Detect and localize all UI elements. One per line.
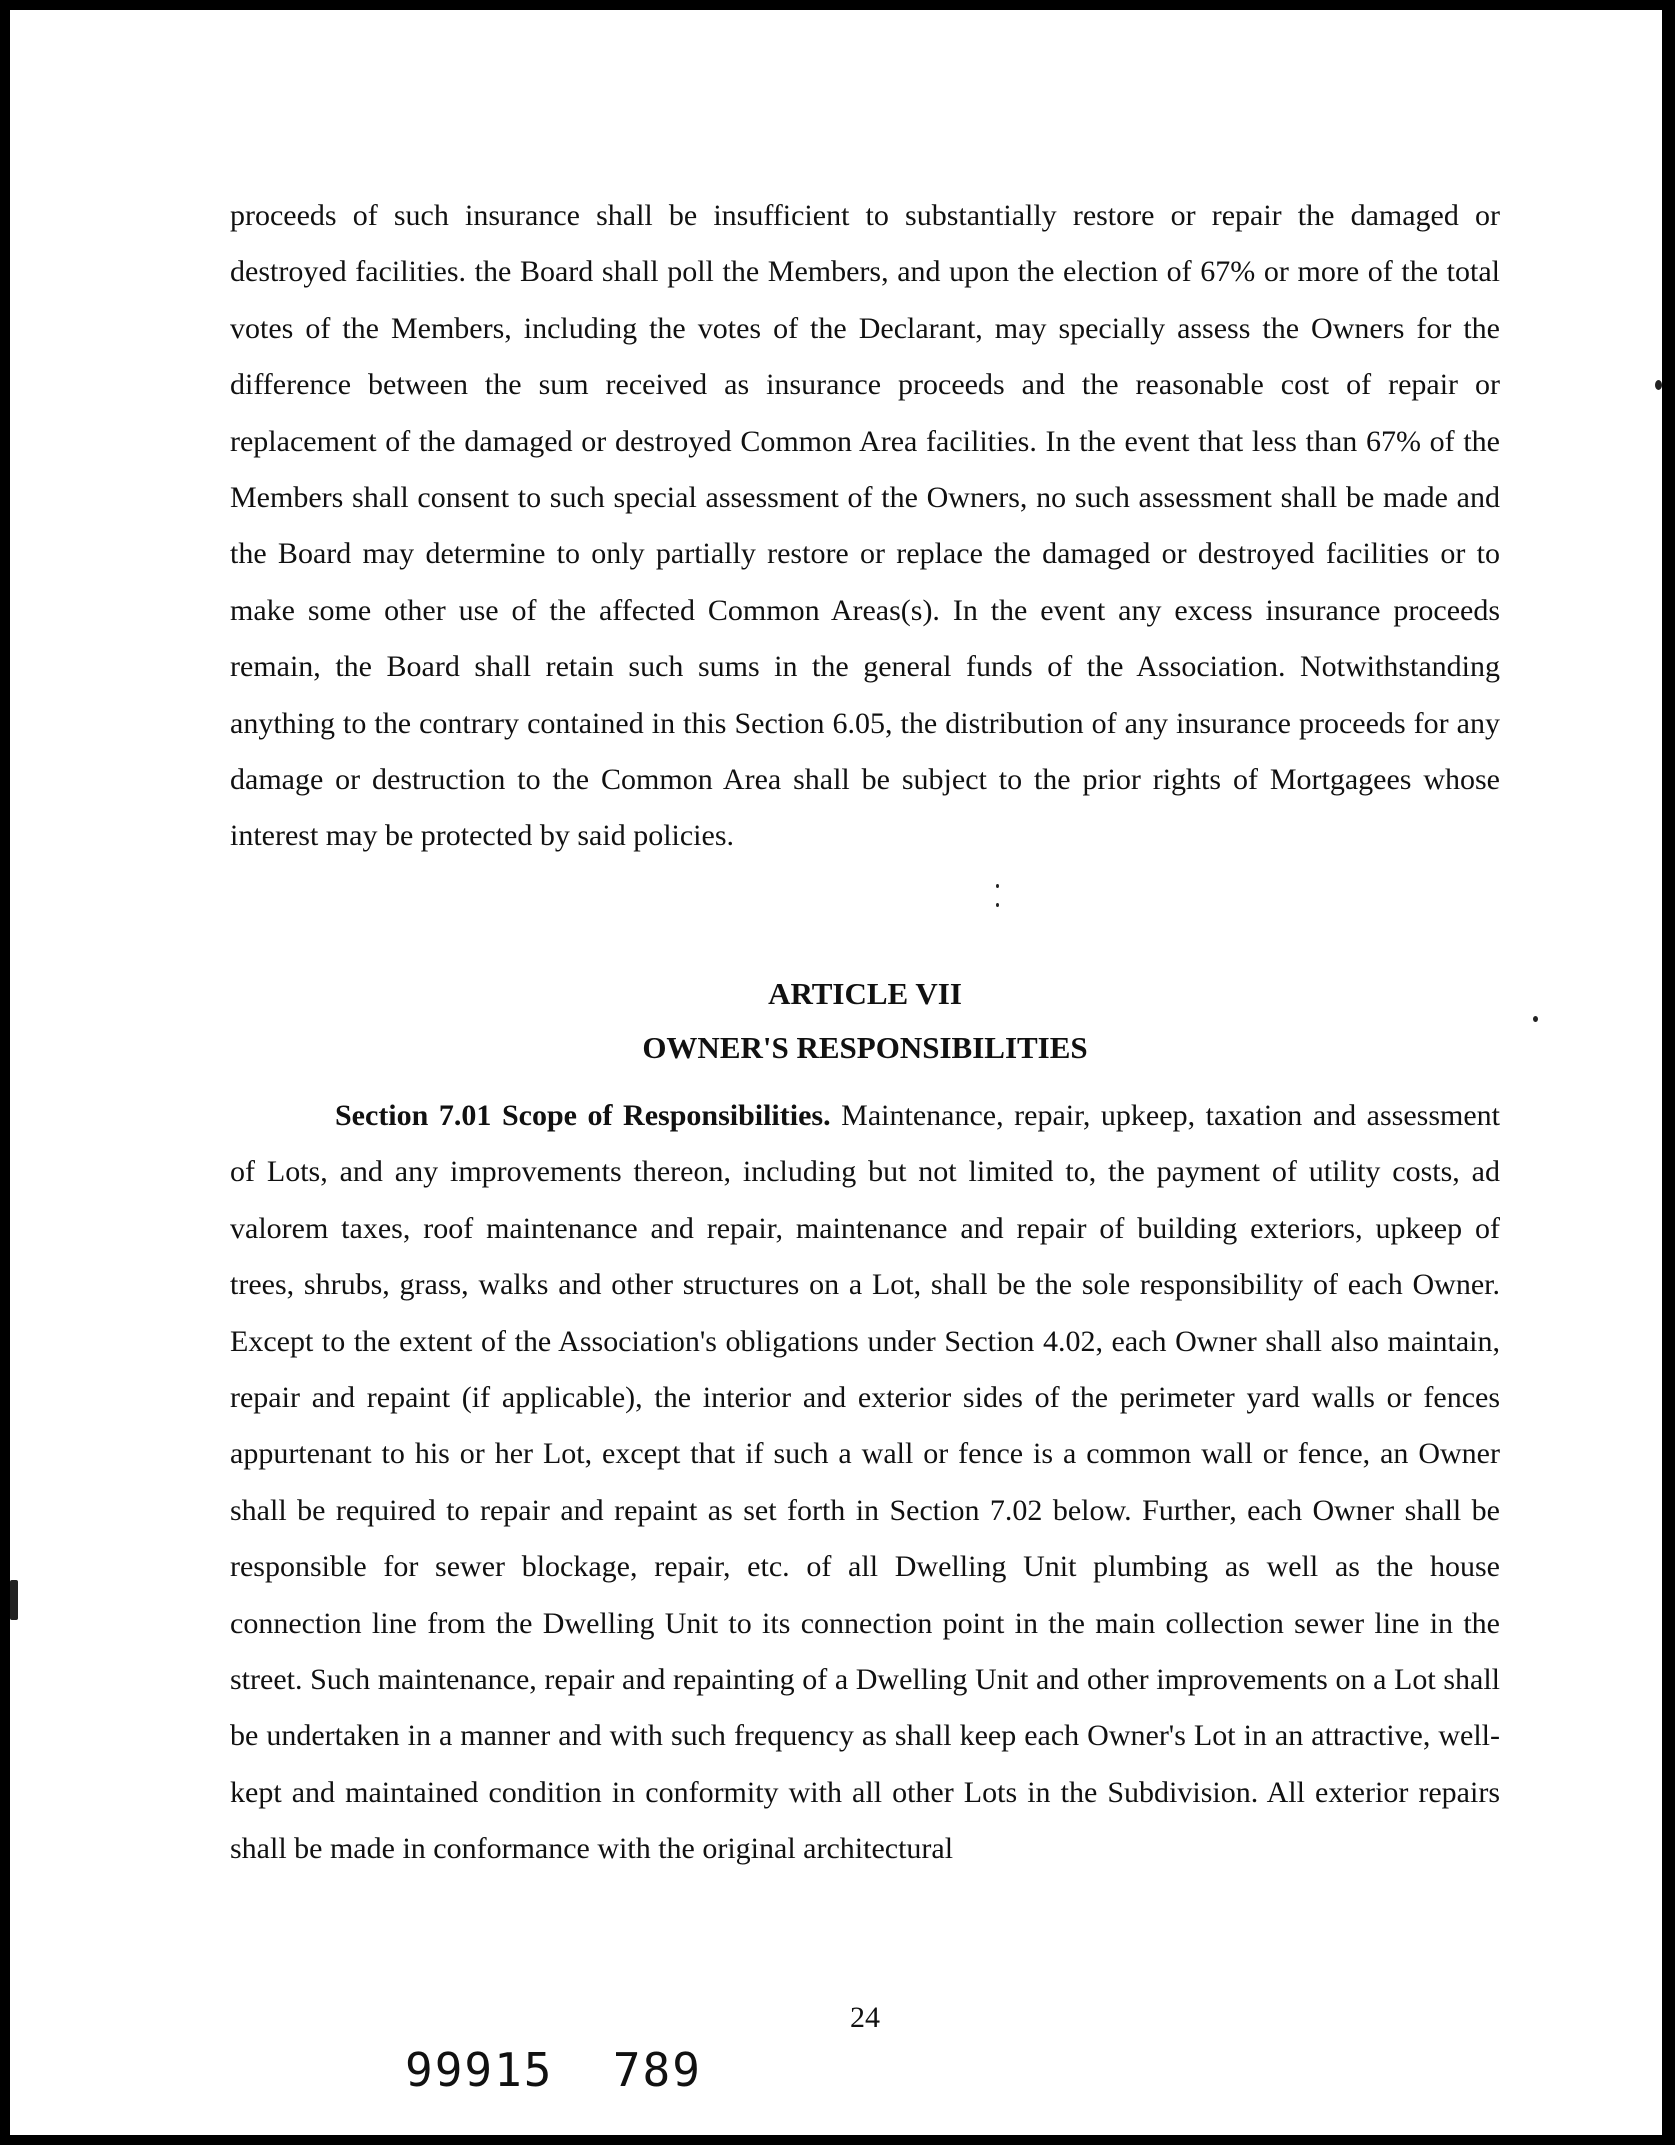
- section-heading: Section 7.01 Scope of Responsibilities.: [335, 1099, 831, 1132]
- article-heading: ARTICLE VII: [768, 976, 962, 1011]
- document-stamp-number: 99915 789: [405, 2043, 702, 2097]
- scan-speck: [996, 903, 999, 907]
- article-title: OWNER'S RESPONSIBILITIES: [642, 1030, 1088, 1065]
- section-text: Maintenance, repair, upkeep, taxation and assessment of Lots, and any improvements thereon, including but not limited to, the payment of utility costs, ad valorem taxes, roof maintenance and repair, maintenance and repair of building exteriors, upkeep of trees, shrubs, grass, walks and other structures on a Lot, shall be the sole responsibility of each Owner. Except to the extent of the Association's obligations under Section 4.02, each Owner shall also maintain, repair and repaint (if applicable), the interior and exterior sides of the perimeter yard walls or fences appurtenant to his or her Lot, except that if such a wall or fence is a common wall or fence, an Owner shall be required to repair and repaint as set forth in Section 7.02 below. Further, each Owner shall be responsible for sewer blockage, repair, etc. of all Dwelling Unit plumbing as well as the house connection line from the Dwelling Unit to its connection point in the main collection sewer line in the street. Such maintenance, repair and repainting of a Dwelling Unit and other improvements on a Lot shall be undertaken in a manner and with such frequency as shall keep each Owner's Lot in an attractive, well-kept and maintained condition in conformity with all other Lots in the Subdivision. All exterior repairs shall be made in conformance with the original architectural: [230, 1099, 1501, 1866]
- scan-speck: [1655, 380, 1662, 390]
- scan-speck: [996, 884, 999, 888]
- scan-speck: [10, 1580, 18, 1620]
- section-7-01-paragraph: [230, 1088, 1500, 1878]
- scan-speck: [1533, 1016, 1538, 1022]
- continuation-paragraph: proceeds of such insurance shall be insufficient to substantially restore or repair the damaged or destroyed facilities. the Board shall poll the Members, and upon the election of 67% or more of the total votes of the Members, including the votes of the Declarant, may specially assess the Owners for the difference between the sum received as insurance proceeds and the reasonable cost of repair or replacement of the damaged or destroyed Common Area facilities. In the event that less than 67% of the Members shall consent to such special assessment of the Owners, no such assessment shall be made and the Board may determine to only partially restore or replace the damaged or destroyed facilities or to make some other use of the affected Common Areas(s). In the event any excess insurance proceeds remain, the Board shall retain such sums in the general funds of the Association. Notwithstanding anything to the contrary contained in this Section 6.05, the distribution of any insurance proceeds for any damage or destruction to the Common Area shall be subject to the prior rights of Mortgagees whose interest may be protected by said policies.: [230, 199, 1500, 853]
- page-number: 24: [850, 2001, 880, 2034]
- document-page: [10, 10, 1662, 2135]
